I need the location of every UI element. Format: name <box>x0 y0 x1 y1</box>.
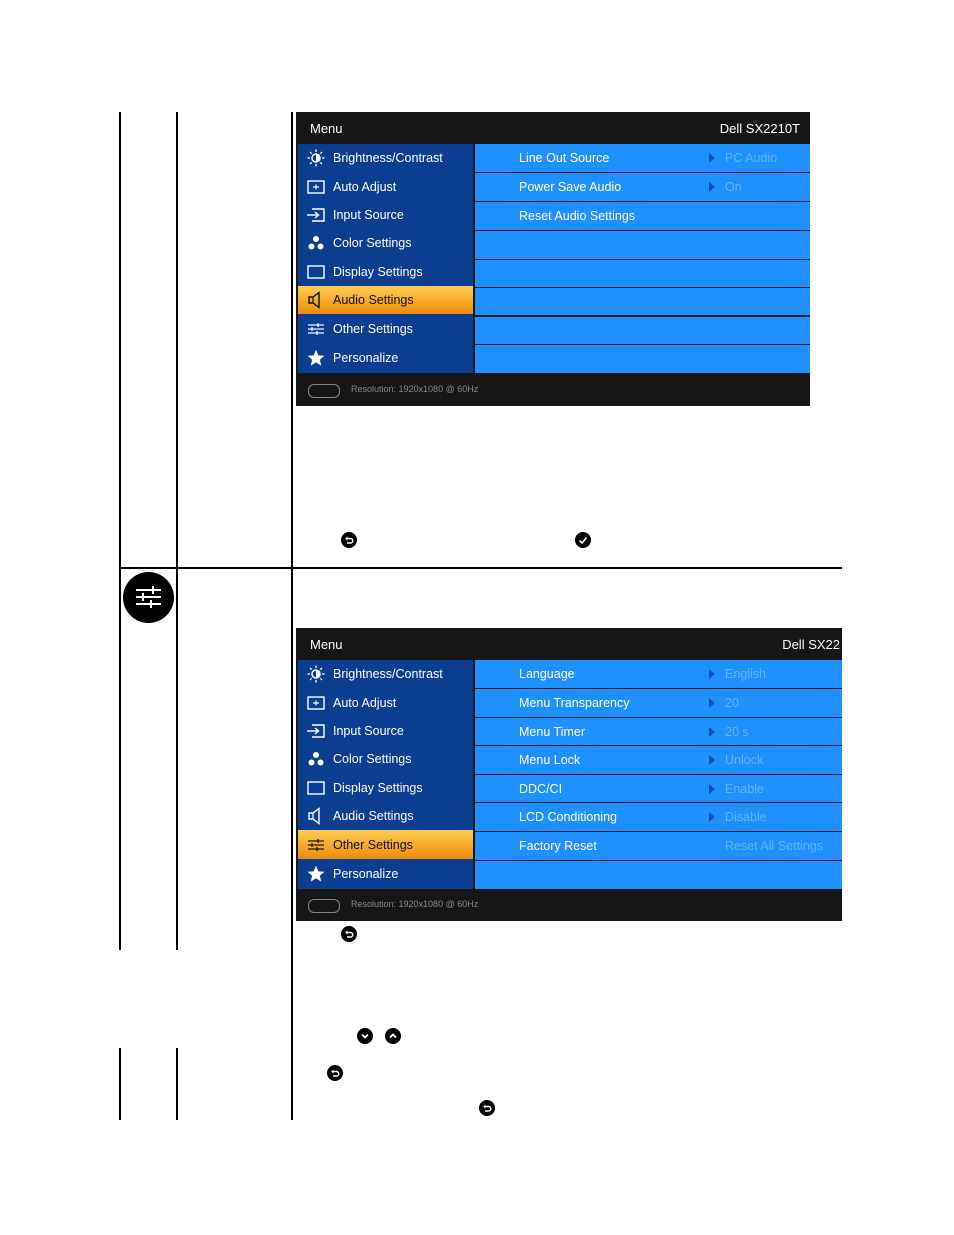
osd-submenu-value: Enable <box>725 781 764 796</box>
osd-submenu-empty-row <box>475 345 810 373</box>
auto-adjust-icon <box>306 178 326 196</box>
osd-menu-item-label: Brightness/Contrast <box>333 151 443 165</box>
color-settings-icon <box>306 234 326 252</box>
osd-menu-item-input-source[interactable] <box>298 201 473 229</box>
osd-submenu-value: English <box>725 667 766 681</box>
osd-resolution: Resolution: 1920x1080 @ 60Hz <box>351 899 479 909</box>
osd-menu-item-display-settings[interactable] <box>298 773 473 802</box>
osd-other-settings <box>296 628 842 921</box>
osd-submenu-value: 20 <box>725 696 739 710</box>
osd-submenu-label: Language <box>519 667 575 681</box>
osd-submenu-label: Power Save Audio <box>519 180 622 194</box>
osd-menu-item-label: Other Settings <box>333 837 413 852</box>
osd-submenu-item-factory-reset[interactable] <box>475 832 842 860</box>
osd-submenu-empty-row <box>475 288 810 315</box>
other-settings-icon <box>123 572 174 623</box>
table-border-left-lower <box>119 1048 121 1120</box>
osd-menu-item-label: Personalize <box>333 351 399 365</box>
osd-menu-item-brightness-contrast[interactable] <box>298 144 473 172</box>
osd-submenu-item-power-save-audio[interactable] <box>475 173 810 201</box>
vga-icon <box>308 899 340 913</box>
osd-menu-item-label: Display Settings <box>333 780 423 795</box>
table-divider-1-lower <box>176 1048 178 1120</box>
osd-menu-item-label: Input Source <box>333 724 404 738</box>
osd-submenu-value: PC Audio <box>725 151 778 165</box>
osd-menu-item-personalize[interactable] <box>298 343 473 373</box>
osd-footer <box>296 889 842 921</box>
osd-submenu-item-line-out-source[interactable] <box>475 144 810 172</box>
osd-submenu-label: DDC/CI <box>519 781 563 796</box>
audio-icon <box>306 807 326 825</box>
osd-submenu-empty-row <box>475 317 810 344</box>
osd-menu-item-auto-adjust[interactable] <box>298 688 473 717</box>
osd-submenu-empty-row <box>475 260 810 287</box>
up-icon <box>385 1028 401 1044</box>
osd-right-column <box>475 660 842 889</box>
osd-menu-item-display-settings[interactable] <box>298 257 473 286</box>
table-divider-1 <box>176 112 178 950</box>
osd-menu-item-label: Display Settings <box>333 264 423 279</box>
input-source-icon <box>306 722 326 740</box>
osd-submenu-item-reset-audio-settings[interactable] <box>475 202 810 230</box>
osd-title-bar <box>296 628 842 660</box>
arrow-right-icon <box>709 784 715 794</box>
arrow-right-icon <box>709 812 715 822</box>
osd-menu-item-color-settings[interactable] <box>298 229 473 257</box>
osd-submenu-label: Menu Lock <box>519 753 581 767</box>
osd-menu-item-label: Audio Settings <box>333 293 414 307</box>
sliders-icon <box>306 320 326 338</box>
arrow-right-icon <box>709 153 715 163</box>
osd-menu-item-label: Auto Adjust <box>333 695 397 710</box>
osd-menu-title: Menu <box>310 637 343 652</box>
table-border-left <box>119 112 121 950</box>
osd-submenu-label: Menu Timer <box>519 724 585 739</box>
osd-menu-item-audio-settings[interactable] <box>298 802 473 830</box>
arrow-right-icon <box>709 698 715 708</box>
star-icon <box>306 865 326 883</box>
osd-menu-item-label: Brightness/Contrast <box>333 667 443 681</box>
osd-submenu-item-language[interactable] <box>475 660 842 688</box>
osd-model-name: Dell SX2210T <box>719 121 800 136</box>
osd-title-bar <box>296 112 810 144</box>
back-icon <box>341 532 357 548</box>
auto-adjust-icon <box>306 694 326 712</box>
osd-menu-item-label: Audio Settings <box>333 809 414 823</box>
vga-icon <box>308 384 340 398</box>
osd-model-name: Dell SX22 <box>782 637 840 652</box>
osd-footer <box>296 374 810 406</box>
osd-left-column <box>298 660 473 889</box>
audio-icon <box>306 291 326 309</box>
sliders-icon <box>306 836 326 854</box>
osd-submenu-empty-row <box>475 231 810 259</box>
down-icon <box>357 1028 373 1044</box>
osd-submenu-item-menu-timer[interactable] <box>475 718 842 745</box>
back-icon <box>341 926 357 942</box>
osd-submenu-value: Reset All Settings <box>725 839 823 853</box>
osd-audio-settings <box>296 112 810 406</box>
osd-menu-item-color-settings[interactable] <box>298 745 473 773</box>
osd-right-column <box>475 144 810 373</box>
osd-menu-item-auto-adjust[interactable] <box>298 172 473 201</box>
osd-menu-item-label: Personalize <box>333 867 399 881</box>
osd-submenu-label: Line Out Source <box>519 151 610 165</box>
osd-submenu-item-lcd-conditioning[interactable] <box>475 803 842 831</box>
osd-submenu-item-menu-lock[interactable] <box>475 746 842 774</box>
osd-menu-item-label: Color Settings <box>333 236 412 250</box>
osd-submenu-empty-row <box>475 861 842 889</box>
arrow-right-icon <box>709 755 715 765</box>
arrow-right-icon <box>709 727 715 737</box>
osd-submenu-value: Unlock <box>725 753 764 767</box>
display-settings-icon <box>306 263 326 281</box>
osd-menu-item-brightness-contrast[interactable] <box>298 660 473 688</box>
osd-submenu-value: Disable <box>725 810 767 824</box>
osd-submenu-item-menu-transparency[interactable] <box>475 689 842 717</box>
osd-menu-title: Menu <box>310 121 343 136</box>
brightness-icon <box>306 149 326 167</box>
brightness-icon <box>306 665 326 683</box>
osd-menu-item-label: Color Settings <box>333 752 412 766</box>
osd-menu-item-label: Auto Adjust <box>333 179 397 194</box>
osd-menu-item-input-source[interactable] <box>298 717 473 745</box>
osd-submenu-label: LCD Conditioning <box>519 810 617 824</box>
check-icon <box>575 532 591 548</box>
osd-submenu-value: On <box>725 180 742 194</box>
osd-submenu-label: Reset Audio Settings <box>519 209 636 223</box>
osd-menu-item-label: Input Source <box>333 208 404 222</box>
arrow-right-icon <box>709 669 715 679</box>
osd-menu-item-personalize[interactable] <box>298 859 473 889</box>
display-settings-icon <box>306 779 326 797</box>
input-source-icon <box>306 206 326 224</box>
osd-left-column <box>298 144 473 373</box>
osd-menu-item-other-settings[interactable] <box>298 314 473 343</box>
osd-submenu-item-ddc-ci[interactable] <box>475 775 842 802</box>
arrow-right-icon <box>709 182 715 192</box>
color-settings-icon <box>306 750 326 768</box>
osd-menu-item-other-settings[interactable] <box>298 830 473 859</box>
row-separator <box>119 567 842 569</box>
back-icon <box>479 1100 495 1116</box>
osd-menu-item-label: Other Settings <box>333 321 413 336</box>
table-divider-2 <box>291 112 293 1120</box>
star-icon <box>306 349 326 367</box>
back-icon <box>327 1065 343 1081</box>
osd-submenu-label: Factory Reset <box>519 839 597 853</box>
osd-menu-item-audio-settings[interactable] <box>298 286 473 314</box>
osd-resolution: Resolution: 1920x1080 @ 60Hz <box>351 384 479 394</box>
osd-submenu-value: 20 s <box>725 724 749 739</box>
osd-submenu-label: Menu Transparency <box>519 696 630 710</box>
